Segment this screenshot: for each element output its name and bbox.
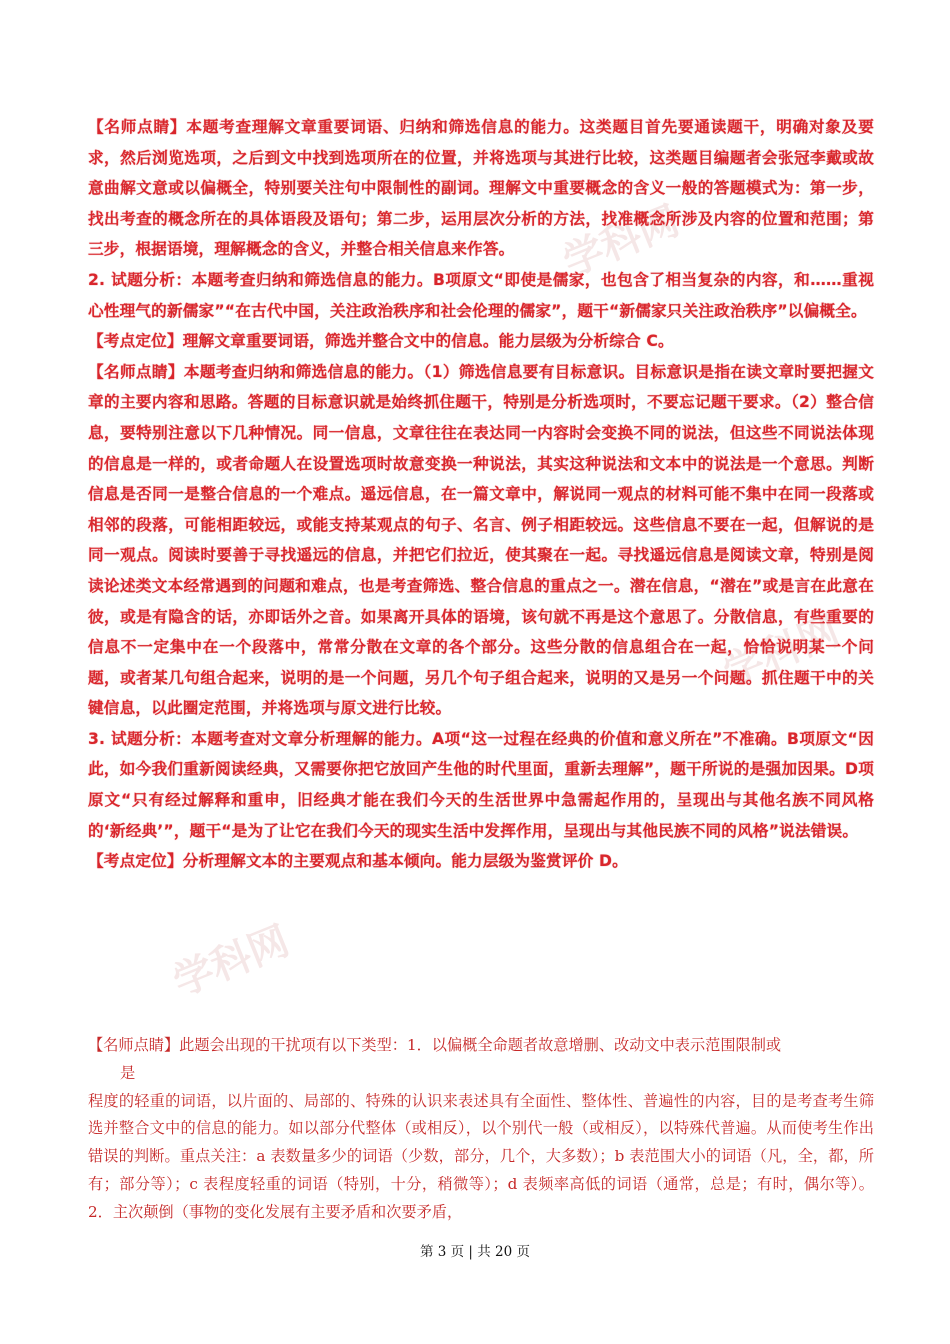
paragraph-analysis-3: 3. 试题分析：本题考查对文章分析理解的能力。A项“这一过程在经典的价值和意义所在”不准确。B项原文“因此，如今我们重新阅读经典，又需要你把它放回产生他的时代里面，重新去理解”，题干所说的是强加因果。D项原文“只有经过解释和重申，旧经典才能在我们今天的生活世界中急需起作用的，呈现出与其他名族不同风格的‘新经典’”，题干“是为了让它在我们今天的现实生活中发挥作用，呈现出与其他民族不同的风格”说法错误。 (88, 729, 874, 840)
typed-answer-block (88, 1032, 874, 1227)
watermark: 学科网 (167, 917, 296, 1006)
lower-line-1: 【名师点睛】此题会出现的干扰项有以下类型：1．以偏概全命题者故意增删、改动文中表示范围限制或 (88, 1036, 782, 1054)
paragraph-point-2: 【考点定位】理解文章重要词语，筛选并整合文中的信息。能力层级为分析综合 C。 (88, 332, 674, 351)
page-footer: 第 3 页 | 共 20 页 (419, 1244, 531, 1260)
watermark: 学科网 (557, 197, 686, 286)
lower-body: 程度的轻重的词语，以片面的、局部的、特殊的认识来表述具有全面性、整体性、普遍性的内容，目的是考查考生筛选并整合文中的信息的能力。如以部分代整体（或相反），以个别代一般（或相反），以特殊代普遍。从而使考生作出错误的判断。重点关注：a 表数量多少的词语（少数，部分，几个，大多数）；b 表范围大小的词语（凡，全，都，所有；部分等）；c 表程度轻重的词语（特别，十分，稍微等）；d 表频率高低的词语（通常，总是；有时，偶尔等）。2．主次颠倒（事物的变化发展有主要矛盾和次要矛盾， (88, 1091, 874, 1221)
scanned-answer-block (88, 110, 874, 1030)
paragraph-tip-2: 【名师点睛】本题考查归纳和筛选信息的能力。（1）筛选信息要有目标意识。目标意识是指在读文章时要把握文章的主要内容和思路。答题的目标意识就是始终抓住题干，特别是分析选项时，不要忘记题干要求。（2）整合信息，要特别注意以下几种情况。同一信息，文章往往在表达同一内容时会变换不同的说法，但这些不同说法体现的信息是一样的，或者命题人在设置选项时故意变换一种说法，其实这种说法和文本中的说法是一个意思。判断信息是否同一是整合信息的一个难点。遥远信息，在一篇文章中，解说同一观点的材料可能不集中在同一段落或相邻的段落，可能相距较远，或能支持某观点的句子、名言、例子相距较远。这些信息不要在一起，但解说的是同一观点。阅读时要善于寻找遥远的信息，并把它们拉近，使其聚在一起。寻找遥远信息是阅读文章，特别是阅读论述类文本经常遇到的问题和难点，也是考查筛选、整合信息的重点之一。潜在信息，“潜在”或是言在此意在彼，或是有隐含的话，亦即话外之音。如果离开具体的语境，该句就不再是这个意思了。分散信息，有些重要的信息不一定集中在一个段落中，常常分散在文章的各个部分。这些分散的信息组合在一起，恰恰说明某一个问题，或者某几句组合起来，说明的是一个问题，另几个句子组合起来，说明的又是另一个问题。抓住题干中的关键信息，以此圈定范围，并将选项与原文进行比较。 (88, 362, 874, 718)
watermark: 学科网 (717, 607, 846, 696)
paragraph-tip-1: 【名师点睛】本题考查理解文章重要词语、归纳和筛选信息的能力。这类题目首先要通读题干，明确对象及要求，然后浏览选项，之后到文中找到选项所在的位置，并将选项与其进行比较，这类题目编题者会张冠李戴或故意曲解文意或以偏概全，特别要关注句中限制性的副词。理解文中重要概念的含义一般的答题模式为：第一步，找出考查的概念所在的具体语段及语句；第二步，运用层次分析的方法，找准概念所涉及内容的位置和范围；第三步，根据语境，理解概念的含义，并整合相关信息来作答。 (88, 118, 874, 259)
paragraph-analysis-2: 2. 试题分析：本题考查归纳和筛选信息的能力。B项原文“即使是儒家，也包含了相当复杂的内容，和……重视心性理气的新儒家”“在古代中国，关注政治秩序和社会伦理的儒家”，题干“新儒家只关注政治秩序”以偏概全。 (88, 270, 874, 320)
lower-line-1-wrap: 是 (120, 1063, 136, 1082)
paragraph-point-3: 【考点定位】分析理解文本的主要观点和基本倾向。能力层级为鉴赏评价 D。 (88, 852, 628, 871)
